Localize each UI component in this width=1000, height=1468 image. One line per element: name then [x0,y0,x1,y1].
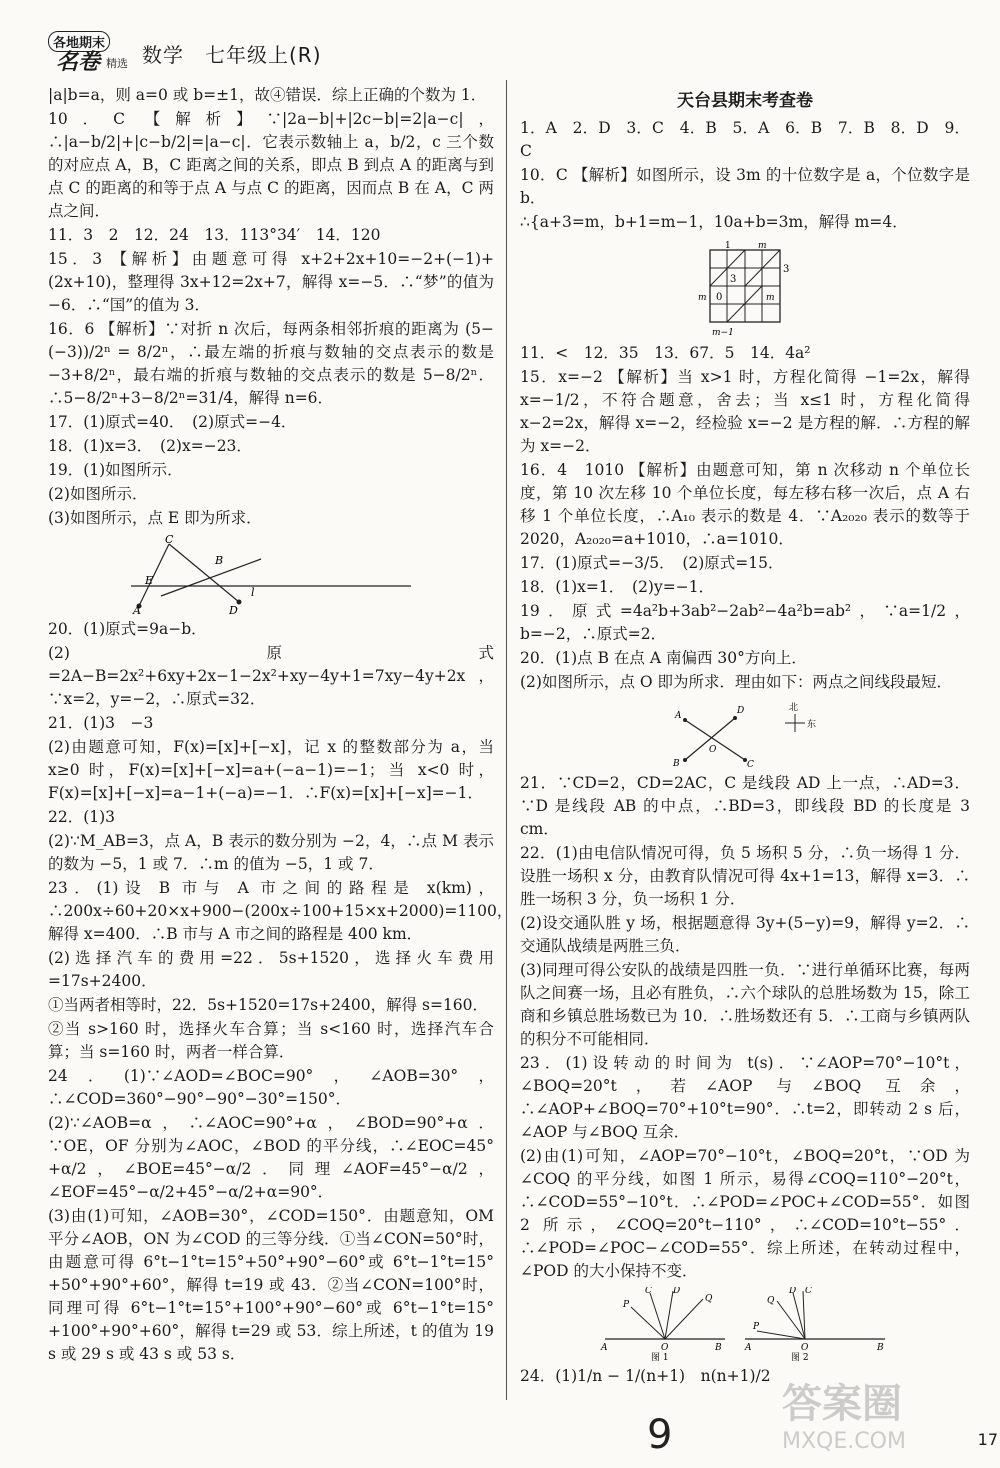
fig23-label: C [805,1287,812,1296]
series-logo [48,31,128,75]
logo-top-text: 各地期末 [48,31,110,52]
fig23-label: B [877,1343,884,1353]
answer-line: 16．4 1010 【解析】由题意可知，第 n 次移动 n 个单位长度，第 10 次左移 10 个单位长度，每左移右移一次后，点 A 右移 1 个单位长度，∴A₁₀ 表示的数是 4．∵A₂₀₂₀ 表示的数等于 2020，A₂₀₂₀=a+1010，∴a=1010． [520,461,975,548]
answer-line: ①当两者相等时，22．5s+1520=17s+2400，解得 s=160． [48,996,489,1014]
answer-line: (3)由(1)可知，∠AOB=30°，∠COD=150°．由题意知，OM 平分∠AOB，ON 为∠COD 的三等分线．①当∠CON=50°时，由题意可得 6°t−1°t=15°+50°+90°−60°或 6°t−1°t=15°+50°+90°+60°，解得 t=19 或 43．②当∠CON=100°时，同理可得 6°t−1°t=15°+100°+90°−60°或 6°t−1°t=15°+100°+90°+60°，解得 t=29 或 53．综上所述，t 的值为 19 s 或 29 s 或 43 s 或 53 s． [48,1207,499,1363]
grid-label: 3 [730,274,737,285]
answer-line: (2)由题意可知，F(x)=[x]+[−x]，记 x 的整数部分为 a，当 x≥0 时，F(x)=[x]+[−x]=a+(−a−1)=−1；当 x<0 时，F(x)=[x]+[−x]=a−1+(−a)=−1．∴F(x)=[x]+[−x]=−1． [48,738,499,802]
fig23-label: A [745,1343,752,1353]
answer-line: ∴{a+3=m，b+1=m−1，10a+b=3m，解得 m=4． [520,213,908,231]
answer-line: 1．A 2．D 3．C 4．B 5．A 6．B 7．B 8．D 9．C [520,119,970,160]
answer-line: 18．(1)x=1． (2)y=−1． [520,578,715,596]
fig23-label: O [801,1343,809,1353]
fig19-label: C [165,534,174,546]
answer-line: (2)设交通队胜 y 场，根据题意得 3y+(5−y)=9，解得 y=2．∴交通队战绩是两胜三负． [520,914,970,955]
fig20-label: 东 [807,720,817,730]
right-column [520,84,975,1389]
corner-number: 17 [977,1430,998,1449]
watermark-text: 答案圈 [782,1381,902,1427]
answer-line: 11．< 12．35 13．67．5 14．4a² [520,344,811,362]
answer-line: 19．原式=4a²b+3ab²−2ab²−4a²b=ab²，∵a=1/2，b=−2，∴原式=2． [520,602,970,643]
section-title: 天台县期末考查卷 [677,91,813,111]
figure-19 [121,534,421,614]
answer-line: 18．(1)x=3． (2)x=−23． [48,437,252,455]
figure-20 [645,698,845,768]
fig19-label: E [145,574,154,587]
fig23-label: P [753,1322,760,1332]
fig20-label: D [737,706,745,716]
answer-line: (2)原式=2A−B=2x²+6xy+2x−1−2x²+xy−4y+1=7xy−4y+2x，∵x=2，y=−2，∴原式=32． [48,644,494,708]
fig19-label: l [251,586,255,599]
page-number: 9 [647,1412,673,1458]
fig23-label: D [789,1287,797,1296]
answer-line: 23．(1)设 B 市与 A 市之间的路程是 x(km)，∴200x÷60+20×x+900−(200x÷100+15×x+2000)=1100，解得 x=400．∴B 市与 A 市之间的路程是 400 km． [48,879,513,943]
answer-line: 19．(1)如图所示． [48,461,183,479]
answer-line: 11．3 2 12．24 13．113°34′ 14．120 [48,226,381,244]
answer-line: 24．(1)∵∠AOD=∠BOC=90°，∠AOB=30°，∴∠COD=360°−90°−90°−30°=150°． [48,1067,494,1108]
answer-line: 10．C 【解析】如图所示，设 3m 的十位数字是 a，个位数字是 b． [520,166,975,207]
logo-main-text: 名卷 [56,49,101,75]
answer-line: 20．(1)点 B 在点 A 南偏西 30°方向上． [520,649,807,667]
grid-label: m [766,293,775,303]
fig23-label: C [645,1287,652,1296]
answer-line: (2)由(1)可知，∠AOP=70°−10°t，∠BOQ=20°t，∵OD 为∠COQ 的平分线，如图 1 所示，易得∠COQ=110°−20°t，∴∠COD=55°−10°t．∴∠POD=∠POC+∠COD=55°．如图 2 所示，∠COQ=20°t−110°，∴∠COD=10°t−55°．∴∠POD=∠POC−∠COD=55°．综上所述，在转动过程中，∠POD 的大小保持不变． [520,1147,975,1280]
grid-label: 0 [716,292,723,303]
fig23-label: A [601,1343,608,1353]
fig20-label: C [747,760,754,768]
answer-line: 15．3 【解析】由题意可得 x+2+2x+10=−2+(−1)+(2x+10)，整理得 3x+12=2x+7，解得 x=−5．∴“梦”的值为−6．∴“国”的值为 3． [48,250,494,314]
answer-line: (2)选择汽车的费用=22．5s+1520，选择火车费用=17s+2400． [48,949,494,990]
answer-line: 22．(1)由电信队情况可得，负 5 场积 5 分，∴负一场得 1 分．设胜一场积 x 分，由教育队情况可得 4x+1=13，解得 x=3．∴胜一场积 3 分，负一场积 1 分． [520,844,970,908]
answer-line: 20．(1)原式=9a−b． [48,620,207,638]
fig23-label: B [715,1343,722,1353]
answer-line: 23．(1)设转动的时间为 t(s)．∵∠AOP=70°−10°t，∠BOQ=20°t，若∠AOP 与∠BOQ 互余，∴∠AOP+∠BOQ=70°+10°t=90°．∴t=2，即转动 2 s 后，∠AOP 与∠BOQ 互余． [520,1054,970,1141]
answer-line: 21．(1)3 −3 [48,714,154,732]
answer-line: (2)如图所示． [48,485,148,503]
answer-line: 16．6 【解析】∵对折 n 次后，每两条相邻折痕的距离为 (5−(−3))/2ⁿ = 8/2ⁿ，∴最左端的折痕与数轴的交点表示的数是 −3+8/2ⁿ，最右端的折痕与数轴的交点表示的数是 5−8/2ⁿ．∴5−8/2ⁿ+3−8/2ⁿ=31/4，解得 n=6． [48,320,499,407]
grid-label: m−1 [712,328,734,338]
watermark-url: MXQE.COM [782,1429,906,1454]
answer-line: (3)如图所示，点 E 即为所求． [48,509,262,527]
fig23-label: O [661,1343,669,1353]
fig20-label: A [675,711,682,721]
grid-label: 3 [783,264,790,275]
figure-23 [595,1287,895,1361]
answer-line: 24．(1)1/n − 1/(n+1) n(n+1)/2 [520,1367,771,1385]
subject-title: 数学 七年级上(R) [142,42,322,67]
answer-line: 15．x=−2 【解析】当 x>1 时，方程化简得 −1=2x，解得 x=−1/2，不符合题意，舍去；当 x≤1 时，方程化简得 x−2=2x，解得 x=−2，经检验 x=−2 是方程的解．∴方程的解为 x=−2． [520,368,975,455]
logo-sub-text: 精选 [106,57,128,70]
answer-line: 17．(1)原式=−3/5． (2)原式=15． [520,554,784,572]
fig20-label: 北 [789,703,799,713]
watermark [782,1372,992,1462]
answer-line: ②当 s>160 时，选择火车合算；当 s<160 时，选择汽车合算；当 s=160 时，两者一样合算． [48,1020,494,1061]
answer-line: |a|b=a，则 a=0 或 b=±1，故④错误．综上正确的个数为 1． [48,86,487,104]
fig23-label: Q [705,1294,713,1304]
column-divider [506,80,507,1400]
answer-line: (3)同理可得公安队的战绩是四胜一负．∵进行单循环比赛，每两队之间赛一场，且必有胜负，∴六个球队的总胜场数为 15，除工商和乡镇总胜场数已为 10．∴胜场数还有 5．∴工商与乡镇两队的积分不可能相同． [520,961,970,1048]
grid-label: m [758,241,767,251]
fig19-label: D [229,604,238,614]
answer-line: 22．(1)3 [48,808,116,826]
answer-line: (2)∵∠AOB=α，∴∠AOC=90°+α，∠BOD=90°+α．∵OE，OF 分别为∠AOC，∠BOD 的平分线，∴∠EOC=45°+α/2，∠BOE=45°−α/2．同理∠AOF=45°−α/2，∠EOF=45°−α/2+45°−α/2+α=90°． [48,1114,494,1201]
fig19-label: A [133,604,141,614]
grid-label: m [698,293,707,303]
fig20-label: O [709,745,717,755]
fig19-label: B [215,554,224,567]
page-header [48,30,322,76]
answer-line: (2)如图所示，点 O 即为所求．理由如下：两点之间线段最短． [520,673,953,691]
fig23-caption: 图 1 [651,1353,669,1361]
fig23-label: Q [767,1296,775,1306]
left-column [48,84,513,1367]
figure-10-grid [690,238,800,338]
answer-line: (2)∵M_AB=3，点 A，B 表示的数分别为 −2，4，∴点 M 表示的数为 −5，1 或 7．∴m 的值为 −5，1 或 7． [48,832,494,873]
fig23-label: P [623,1300,630,1310]
grid-label: 1 [725,241,731,251]
fig20-label: B [673,759,680,768]
answer-line: 17．(1)原式=40． (2)原式=−4． [48,413,297,431]
fig23-label: D [673,1287,681,1296]
fig23-caption: 图 2 [791,1353,809,1361]
answer-line: 21．∵CD=2，CD=2AC，C 是线段 AD 上一点，∴AD=3．∵D 是线段 AB 的中点，∴BD=3，即线段 BD 的长度是 3 cm． [520,774,975,838]
answer-line: 10．C 【解析】∵|2a−b|+|2c−b|=2|a−c|，∴|a−b/2|+|c−b/2|=|a−c|．它表示数轴上 a，b/2，c 三个数的对应点 A，B，C 距离之间的关系，即点 B 到点 A 的距离与到点 C 的距离的和等于点 A 与点 C 的距离，因而点 B 在 A，C 两点之间． [48,110,494,220]
